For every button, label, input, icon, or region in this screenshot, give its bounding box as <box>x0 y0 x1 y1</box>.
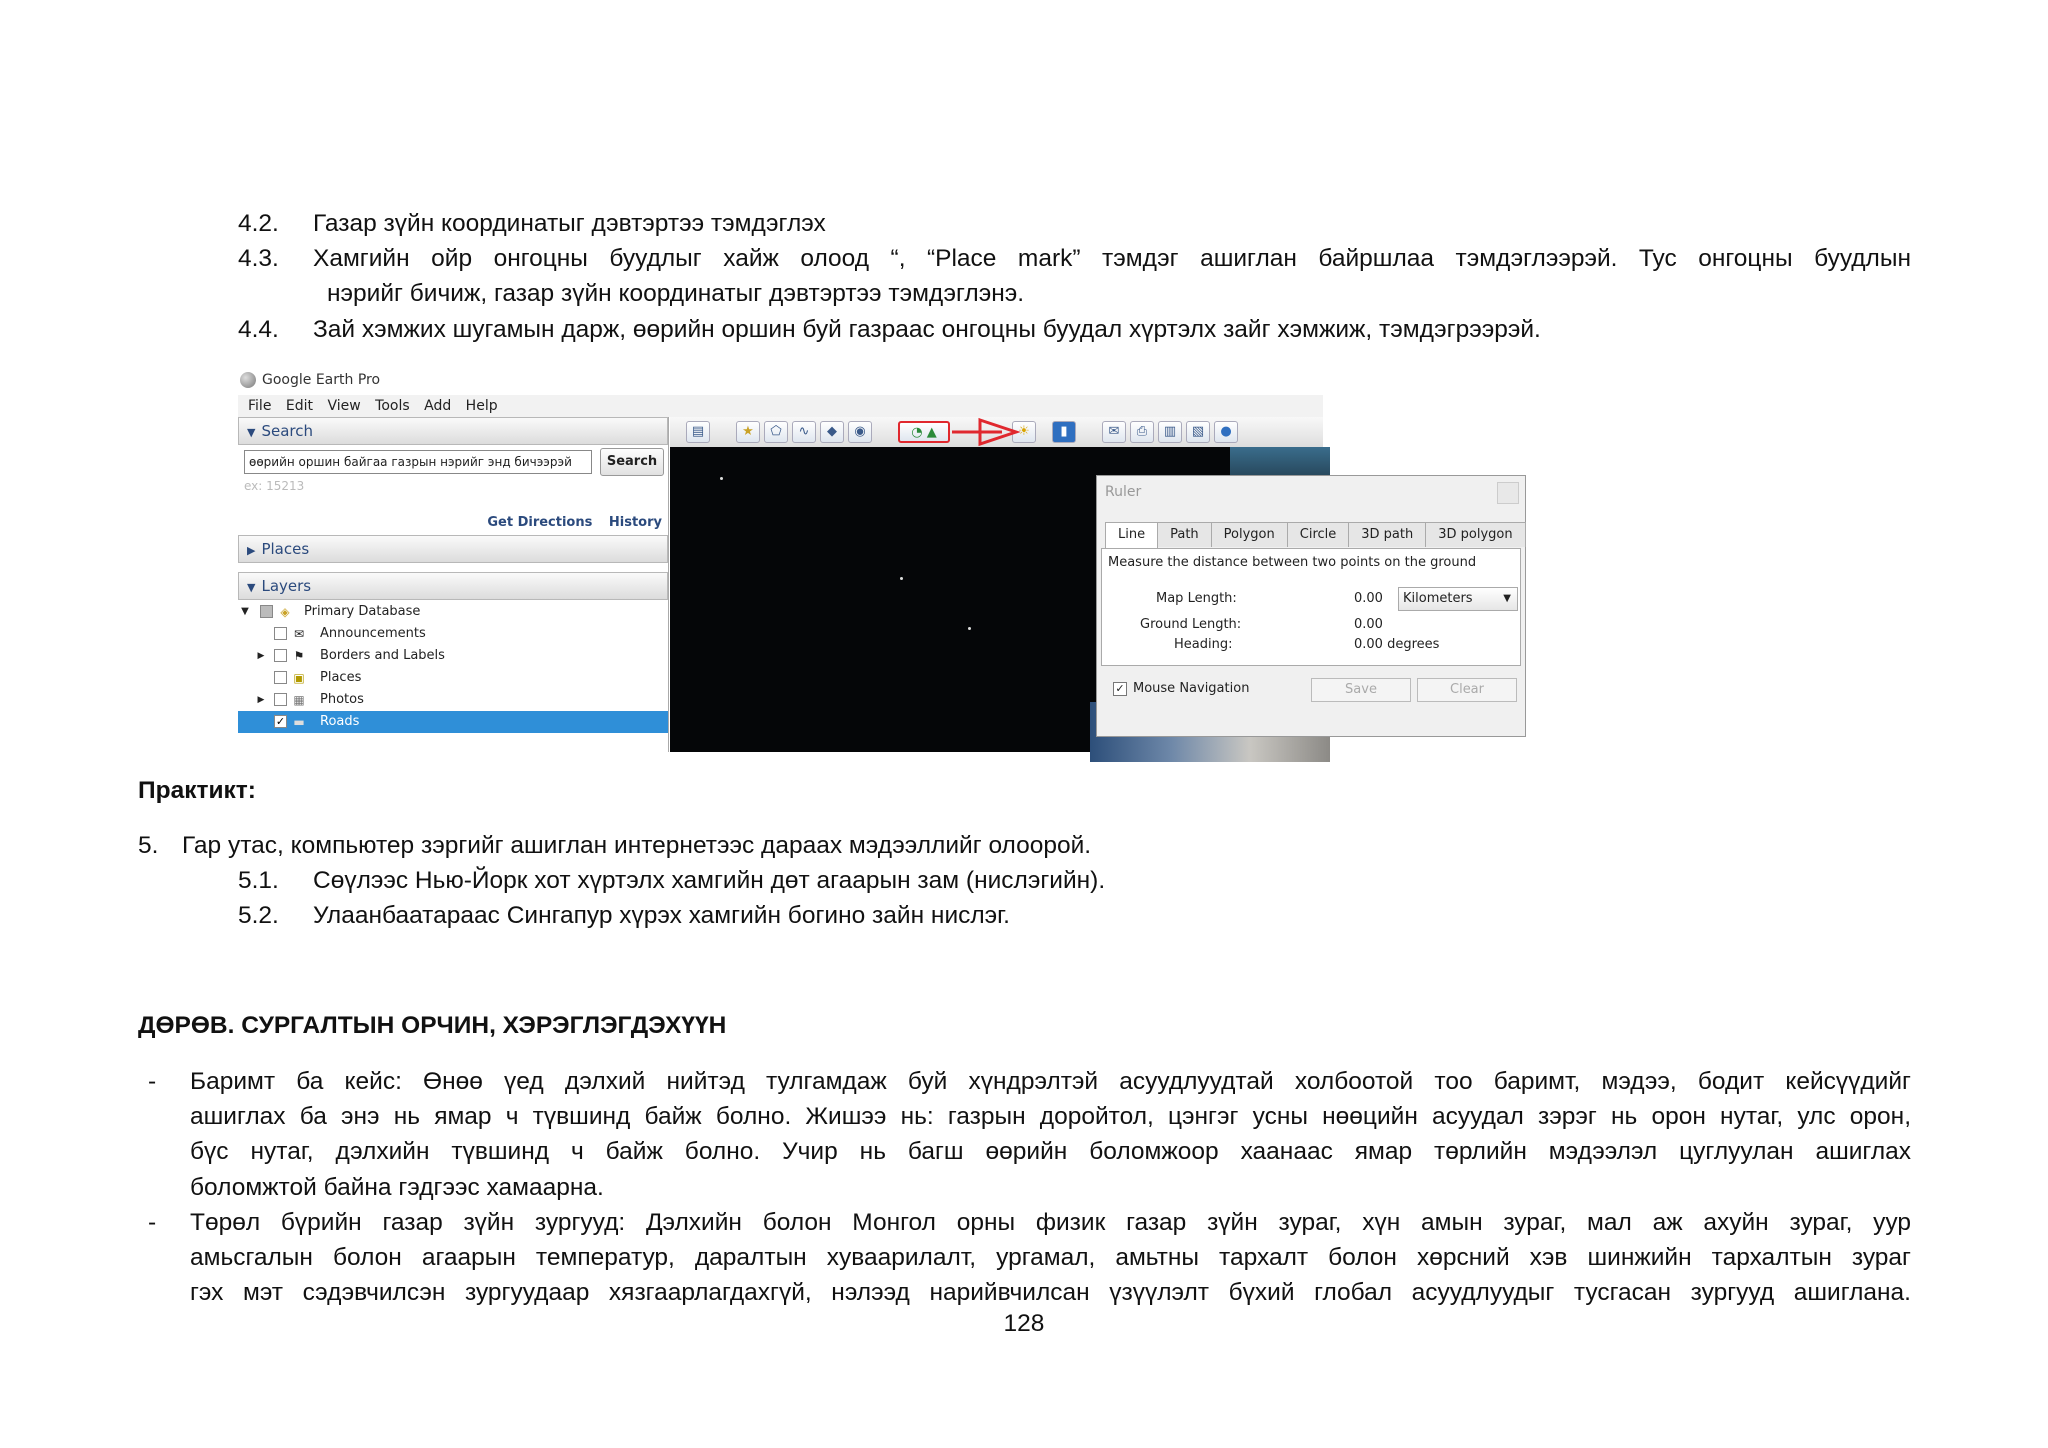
practice-5-2-number: 5.2. <box>238 902 279 929</box>
history-link[interactable]: History <box>608 515 662 530</box>
ground-length-value: 0.00 <box>1354 617 1383 632</box>
bullet-1-dash: - <box>148 1068 157 1095</box>
menu-edit[interactable]: Edit <box>285 398 314 414</box>
layer-checkbox[interactable] <box>260 605 273 618</box>
layer-photos[interactable] <box>238 689 668 711</box>
toolbar <box>670 417 1323 447</box>
envelope-icon: ✉ <box>293 627 305 641</box>
ruler-tabs <box>1105 522 1525 548</box>
road-icon: ▬ <box>293 715 305 729</box>
save-button[interactable]: Save <box>1311 678 1411 702</box>
save-image-icon[interactable]: ▥ <box>1158 421 1182 443</box>
layer-label: Roads <box>320 714 360 729</box>
search-links <box>475 515 662 530</box>
placemark-icon[interactable]: ★ <box>736 421 760 443</box>
layer-places[interactable] <box>238 667 668 689</box>
earth-globe-icon[interactable]: ● <box>1214 421 1238 443</box>
sidebar-toggle-icon[interactable]: ▤ <box>686 421 710 443</box>
tab-path[interactable]: Path <box>1157 522 1212 547</box>
red-arrow-icon <box>950 417 1020 447</box>
practice-heading: Практикт: <box>138 777 256 804</box>
sun-icon[interactable]: ☀ <box>1012 421 1036 443</box>
layer-label: Places <box>320 670 362 685</box>
layer-roads[interactable] <box>238 711 668 733</box>
step-4-3-text-line2: нэрийг бичиж, газар зүйн координатыг дэвтэртээ тэмдэглэнэ. <box>327 280 1025 307</box>
bullet-2-dash: - <box>148 1209 157 1236</box>
get-directions-link[interactable]: Get Directions <box>487 515 593 530</box>
bullet-2-line3: гэх мэт сэдэвчилсэн зургуудаар хязгаарлагдахгүй, нэлээд нарийвчилсан үзүүлэлт бүхий глобал асуудлуудыг тусгасан зургууд ашиглана. <box>190 1279 1911 1306</box>
layer-checkbox-checked[interactable]: ✓ <box>275 715 286 728</box>
tab-circle[interactable]: Circle <box>1287 522 1350 547</box>
polygon-icon[interactable]: ⬠ <box>764 421 788 443</box>
flag-icon: ⚑ <box>293 649 305 663</box>
tree-expand-icon[interactable]: ▼ <box>241 606 249 617</box>
app-title: Google Earth Pro <box>262 372 381 388</box>
tab-line[interactable]: Line <box>1105 522 1158 550</box>
star <box>720 477 723 480</box>
layer-checkbox[interactable] <box>274 693 287 706</box>
collapse-arrow-icon: ▼ <box>247 426 256 439</box>
layer-checkbox[interactable] <box>274 627 287 640</box>
section-heading: ДӨРӨВ. СУРГАЛТЫН ОРЧИН, ХЭРЭГЛЭГДЭХҮҮН <box>138 1012 727 1039</box>
layer-label: Photos <box>320 692 364 707</box>
view-in-maps-icon[interactable]: ▧ <box>1186 421 1210 443</box>
menu-add[interactable]: Add <box>424 398 452 414</box>
sidebar <box>238 417 669 752</box>
places-header-label: Places <box>261 540 310 558</box>
practice-5-number: 5. <box>138 832 159 859</box>
ruler-body <box>1101 548 1521 666</box>
tab-polygon[interactable]: Polygon <box>1211 522 1288 547</box>
practice-5-text: Гар утас, компьютер зэргийг ашиглан интернетээс дараах мэдээллийг олоорой. <box>182 832 1092 859</box>
database-icon: ◈ <box>280 605 290 619</box>
google-earth-logo-icon <box>240 372 256 388</box>
expand-arrow-icon: ▶ <box>247 544 256 557</box>
ruler-dialog <box>1096 475 1526 737</box>
menu-file[interactable]: File <box>248 398 272 414</box>
historical-imagery-icon[interactable]: ◔ ▲ <box>898 421 950 443</box>
google-earth-screenshot <box>238 370 1513 752</box>
search-panel-header[interactable] <box>238 417 668 445</box>
unit-selected: Kilometers <box>1403 591 1473 606</box>
menu-view[interactable]: View <box>327 398 361 414</box>
ruler-title: Ruler <box>1105 484 1142 500</box>
photo-icon: ▦ <box>293 693 305 707</box>
layer-checkbox[interactable] <box>274 649 287 662</box>
bullet-2-line2: амьсгалын болон агаарын температур, даралтын хуваарилалт, ургамал, амьтны тархалт болон хөрсний хэв шинжийн тархалтын зураг <box>190 1244 1911 1271</box>
star <box>968 627 971 630</box>
practice-5-1-number: 5.1. <box>238 867 279 894</box>
app-titlebar <box>240 372 380 394</box>
earth-view[interactable] <box>670 447 1513 752</box>
chevron-down-icon: ▼ <box>1503 593 1511 604</box>
step-4-3-text-line1: Хамгийн ойр онгоцны буудлыг хайж олоод “, “Place mark” тэмдэг ашиглан байршлаа тэмдэглээрэй. Тус онгоцны буудлын <box>313 245 1911 272</box>
checkbox-checked[interactable]: ✓ <box>1113 682 1127 696</box>
bullet-2-line1: Төрөл бүрийн газар зүйн зургууд: Дэлхийн болон Монгол орны физик газар зүйн зураг, хүн амын зураг, мал аж ахуйн зураг, уур <box>190 1209 1911 1236</box>
print-icon[interactable]: ⎙ <box>1130 421 1154 443</box>
tab-3d-path[interactable]: 3D path <box>1348 522 1426 547</box>
mouse-navigation-label: Mouse Navigation <box>1133 681 1250 696</box>
bullet-1-line2: ашиглах ба энэ нь ямар ч түвшинд байж болно. Жишээ нь: газрын доройтол, цэнгэг усны нөөцийн асуудал зэрэг нь орон нутаг, улс орон, <box>190 1103 1911 1130</box>
map-length-value: 0.00 <box>1354 591 1383 606</box>
practice-5-2-text: Улаанбаатараас Сингапур хүрэх хамгийн богино зайн нислэг. <box>313 902 1010 929</box>
layer-label: Borders and Labels <box>320 648 445 663</box>
close-icon[interactable] <box>1497 482 1519 504</box>
places-panel-header[interactable] <box>238 535 668 563</box>
email-icon[interactable]: ✉ <box>1102 421 1126 443</box>
image-overlay-icon[interactable]: ◆ <box>820 421 844 443</box>
practice-5-1-text: Сөүлээс Нью-Йорк хот хүртэлх хамгийн дөт агаарын зам (нислэгийн). <box>313 867 1106 894</box>
search-input[interactable]: өөрийн оршин байгаа газрын нэрийг энд бичээрэй <box>244 450 592 474</box>
path-icon[interactable]: ∿ <box>792 421 816 443</box>
map-length-label: Map Length: <box>1156 591 1237 606</box>
heading-label: Heading: <box>1174 637 1233 652</box>
ground-length-label: Ground Length: <box>1140 617 1242 632</box>
tab-3d-polygon[interactable]: 3D polygon <box>1425 522 1525 547</box>
layers-panel-header[interactable] <box>238 572 668 600</box>
step-4-4-text: Зай хэмжих шугамын дарж, өөрийн оршин буй газраас онгоцны буудал хүртэлх зайг хэмжиж, тэмдэгрээрэй. <box>313 316 1541 343</box>
layer-label: Primary Database <box>304 604 421 619</box>
bullet-1-line4: боломжтой байна гэдгээс хамаарна. <box>190 1174 604 1201</box>
menu-help[interactable]: Help <box>465 398 498 414</box>
page-number: 128 <box>1003 1310 1045 1337</box>
menu-bar <box>238 395 1323 417</box>
places-icon: ▣ <box>293 671 305 685</box>
bullet-1-line3: бүс нутаг, дэлхийн түвшинд ч байж болно. Учир нь багш өөрийн боломжоор хаанаас ямар төрлийн мэдээлэл цуглуулан ашиглах <box>190 1138 1911 1165</box>
layer-borders-and-labels[interactable] <box>238 645 668 667</box>
layer-primary-database[interactable] <box>238 601 668 623</box>
collapse-arrow-icon: ▼ <box>247 581 256 594</box>
record-tour-icon[interactable]: ◉ <box>848 421 872 443</box>
menu-tools[interactable]: Tools <box>375 398 410 414</box>
mouse-navigation-option[interactable] <box>1113 681 1249 696</box>
layer-announcements[interactable] <box>238 623 668 645</box>
tree-expand-icon[interactable]: ▶ <box>257 695 265 705</box>
tree-expand-icon[interactable]: ▶ <box>257 651 265 661</box>
heading-value: 0.00 degrees <box>1354 637 1440 652</box>
search-button[interactable]: Search <box>600 448 664 476</box>
step-4-2-number: 4.2. <box>238 210 279 237</box>
search-hint: ex: 15213 <box>244 479 305 493</box>
ruler-description: Measure the distance between two points on the ground <box>1108 555 1477 570</box>
step-4-4-number: 4.4. <box>238 316 279 343</box>
bullet-1-line1: Баримт ба кейс: Өнөө үед дэлхий нийтэд тулгамдаж буй хүндрэлтэй асуудлуудтай холбоотой тоо баримт, мэдээ, бодит кейсүүдийг <box>190 1068 1911 1095</box>
unit-select[interactable] <box>1398 587 1518 611</box>
star <box>900 577 903 580</box>
layers-header-label: Layers <box>261 577 312 595</box>
layer-label: Announcements <box>320 626 426 641</box>
step-4-2-text: Газар зүйн координатыг дэвтэртээ тэмдэглэх <box>313 210 826 237</box>
clear-button[interactable]: Clear <box>1417 678 1517 702</box>
layer-checkbox[interactable] <box>274 671 287 684</box>
ruler-icon[interactable]: ▮ <box>1052 421 1076 443</box>
search-header-label: Search <box>261 422 314 440</box>
step-4-3-number: 4.3. <box>238 245 279 272</box>
